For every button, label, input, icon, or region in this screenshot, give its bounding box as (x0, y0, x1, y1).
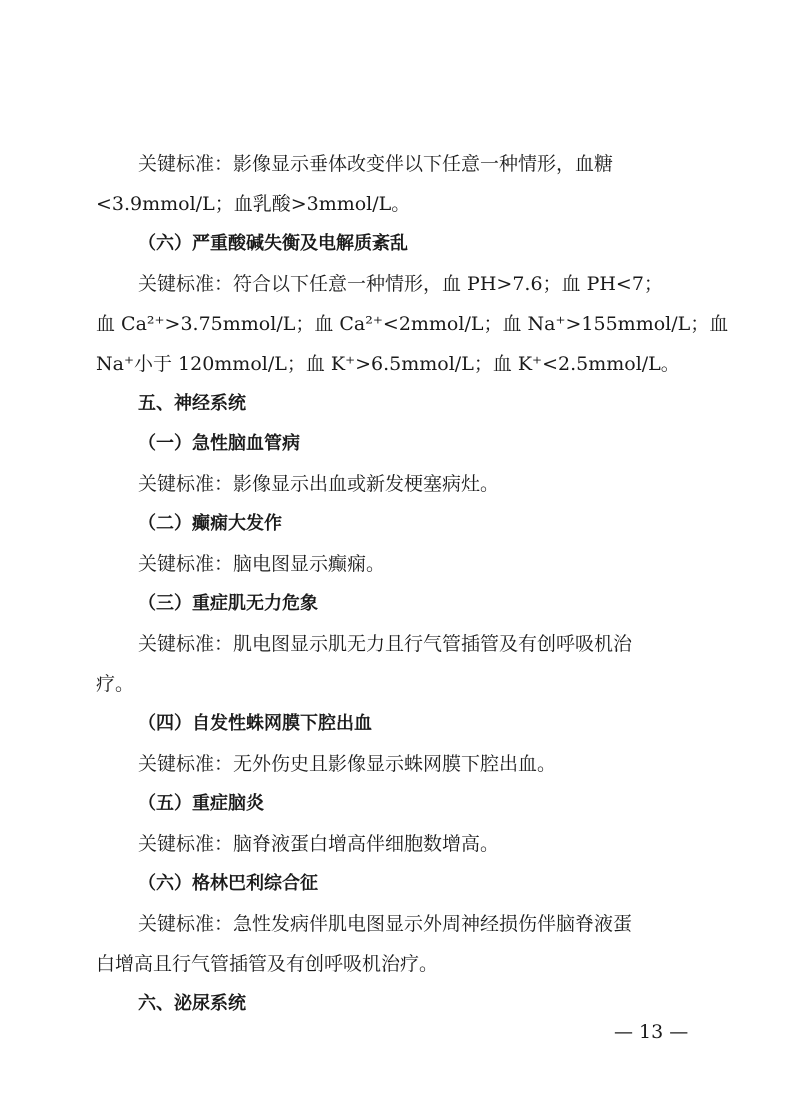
page-number: — 13 — (614, 1021, 689, 1043)
paragraph-line: 关键标准：影像显示垂体改变伴以下任意一种情形，血糖 (138, 153, 614, 175)
paragraph-line: 白增高且行气管插管及有创呼吸机治疗。 (96, 953, 439, 975)
section-heading: （六）严重酸碱失衡及电解质紊乱 (138, 233, 408, 254)
paragraph-line: 血 Ca²⁺>3.75mmol/L；血 Ca²⁺<2mmol/L；血 Na⁺>155mmol/L；血 (96, 313, 729, 335)
paragraph-line: 疗。 (96, 673, 135, 695)
chapter-heading: 五、神经系统 (138, 393, 246, 414)
chapter-heading: 六、泌尿系统 (138, 993, 246, 1014)
paragraph-line: 关键标准：肌电图显示肌无力且行气管插管及有创呼吸机治 (138, 633, 633, 655)
section-heading: （一）急性脑血管病 (138, 433, 300, 454)
section-heading: （六）格林巴利综合征 (138, 873, 318, 894)
paragraph-line: 关键标准：符合以下任意一种情形，血 PH>7.6；血 PH<7； (138, 273, 663, 295)
paragraph-line: Na⁺小于 120mmol/L；血 K⁺>6.5mmol/L；血 K⁺<2.5mmol/L。 (96, 353, 680, 375)
paragraph-line: 关键标准：影像显示出血或新发梗塞病灶。 (138, 473, 500, 495)
paragraph-line: <3.9mmol/L；血乳酸>3mmol/L。 (96, 193, 411, 215)
section-heading: （三）重症肌无力危象 (138, 593, 318, 614)
paragraph-line: 关键标准：无外伤史且影像显示蛛网膜下腔出血。 (138, 753, 557, 775)
section-heading: （五）重症脑炎 (138, 793, 264, 814)
paragraph-line: 关键标准：脑电图显示癫痫。 (138, 553, 386, 575)
section-heading: （二）癫痫大发作 (138, 513, 282, 534)
section-heading: （四）自发性蛛网膜下腔出血 (138, 713, 372, 734)
paragraph-line: 关键标准：急性发病伴肌电图显示外周神经损伤伴脑脊液蛋 (138, 913, 633, 935)
paragraph-line: 关键标准：脑脊液蛋白增高伴细胞数增高。 (138, 833, 500, 855)
